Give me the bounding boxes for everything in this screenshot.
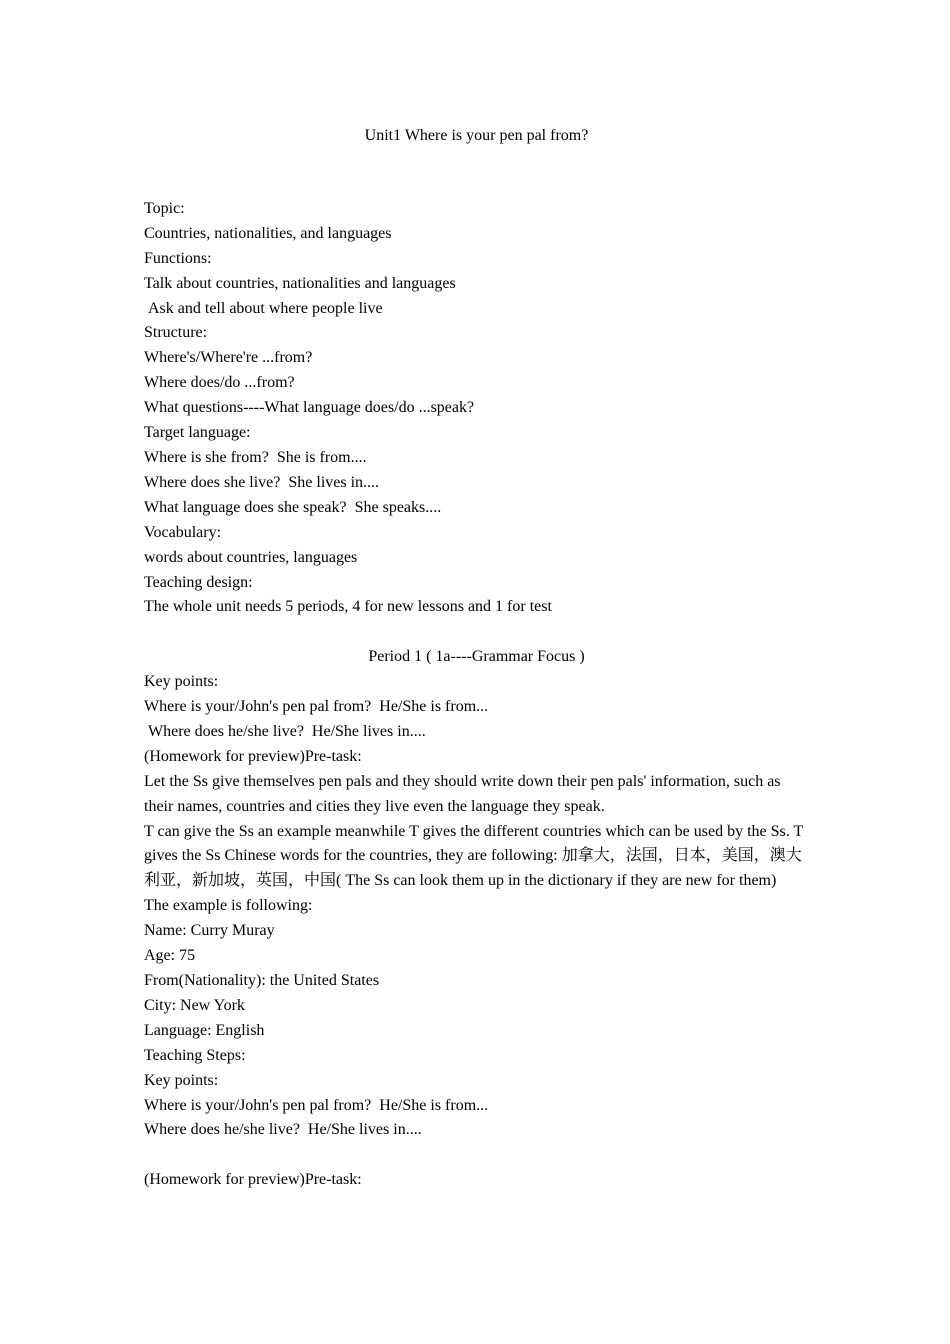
pre-task-paragraph-1: Let the Ss give themselves pen pals and they should write down their pen pals' information, such as their names, countries and cities they live even the language they speak. (144, 772, 785, 815)
period-heading: Period 1 ( 1a----Grammar Focus ) (368, 648, 585, 666)
topic-text: Countries, nationalities, and languages (144, 224, 392, 242)
heading-target-language: Target language: (144, 424, 251, 442)
key-points-text-2: Where does he/she live? He/She lives in.... (144, 722, 426, 740)
example-language: Language: English (144, 1021, 265, 1039)
vocabulary-text: words about countries, languages (144, 548, 358, 566)
structure-text-1: Where's/Where're ...from? (144, 349, 313, 367)
heading-pre-task: (Homework for preview)Pre-task: (144, 747, 362, 765)
key-points-2-text-2: Where does he/she live? He/She lives in.... (144, 1121, 422, 1139)
example-age: Age: 75 (144, 947, 196, 965)
heading-teaching-steps: Teaching Steps: (144, 1046, 246, 1064)
spacer (144, 149, 809, 197)
example-city: City: New York (144, 996, 245, 1014)
closing-line: (Homework for preview)Pre-task: (144, 1171, 362, 1189)
heading-vocabulary: Vocabulary: (144, 523, 222, 541)
structure-text-3: What questions----What language does/do ...speak? (144, 399, 475, 417)
heading-topic: Topic: (144, 199, 185, 217)
heading-teaching-design: Teaching design: (144, 573, 253, 591)
spacer (144, 1143, 809, 1168)
key-points-text-1: Where is your/John's pen pal from? He/She is from... (144, 698, 489, 716)
heading-key-points: Key points: (144, 673, 219, 691)
spacer (144, 620, 809, 645)
structure-text-2: Where does/do ...from? (144, 374, 295, 392)
heading-key-points-2: Key points: (144, 1071, 219, 1089)
heading-structure: Structure: (144, 324, 208, 342)
heading-functions: Functions: (144, 249, 212, 267)
target-language-text-2: Where does she live? She lives in.... (144, 473, 380, 491)
functions-text-2: Ask and tell about where people live (144, 299, 383, 317)
target-language-text-1: Where is she from? She is from.... (144, 448, 367, 466)
example-nationality: From(Nationality): the United States (144, 971, 380, 989)
example-name: Name: Curry Muray (144, 922, 275, 940)
teaching-design-text: The whole unit needs 5 periods, 4 for new lessons and 1 for test (144, 598, 552, 616)
example-intro: The example is following: (144, 897, 313, 915)
document-title: Unit1 Where is your pen pal from? (364, 127, 589, 144)
key-points-2-text-1: Where is your/John's pen pal from? He/She is from... (144, 1096, 489, 1114)
document-body (144, 124, 809, 1193)
functions-text-1: Talk about countries, nationalities and languages (144, 274, 456, 292)
target-language-text-3: What language does she speak? She speaks.... (144, 498, 442, 516)
pre-task-paragraph-2: T can give the Ss an example meanwhile T gives the different countries which can be used by the Ss. T gives the Ss Chinese words for the countries, they are following: 加拿大，法国，日本，美国，澳大利亚，新加坡，英国，中国( The Ss can look them up in the dictionary if they are new for them) (144, 822, 807, 890)
